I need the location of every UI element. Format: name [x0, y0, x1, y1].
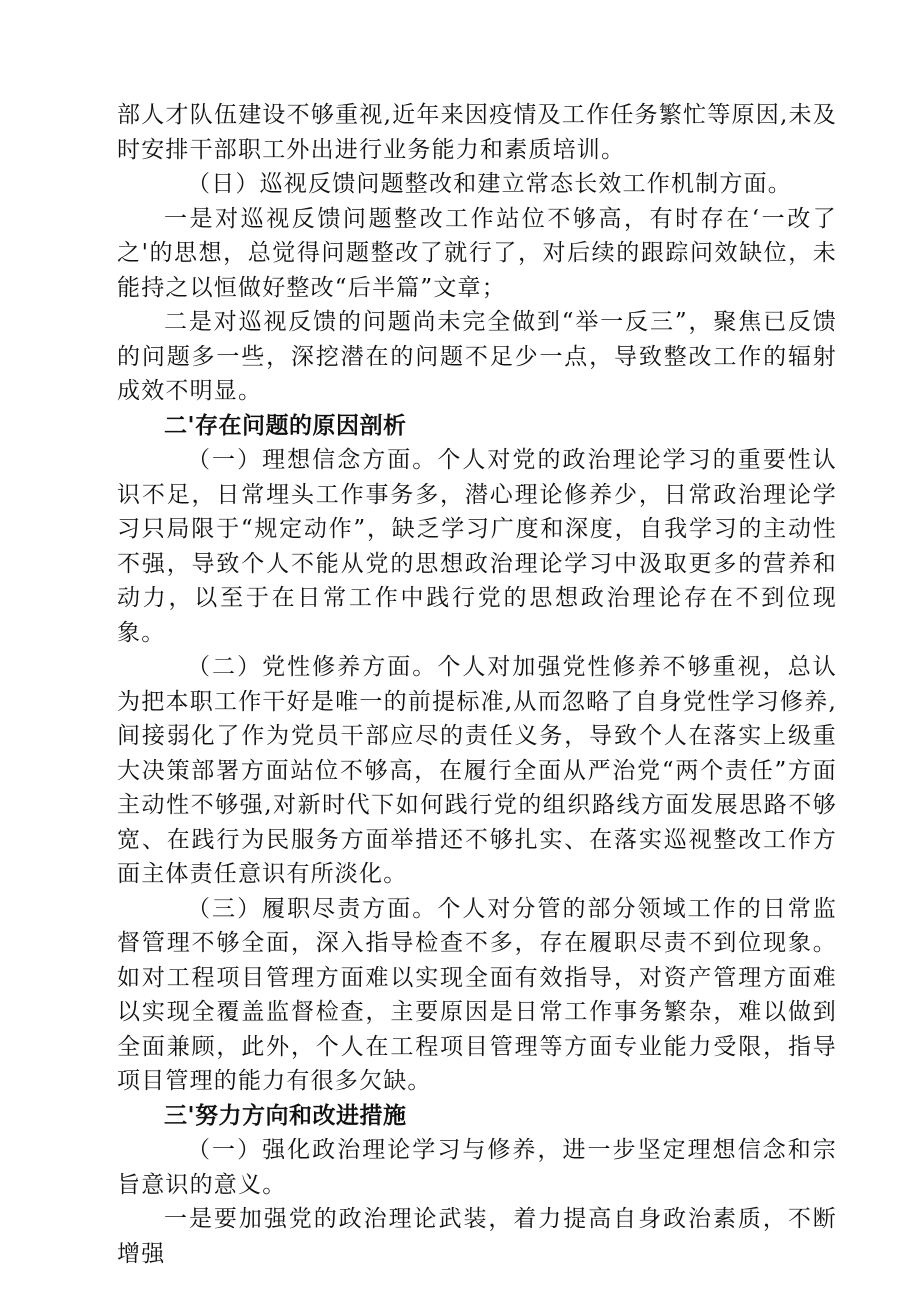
paragraph-section-inspection: （日）巡视反馈问题整改和建立常态长效工作机制方面。 [187, 171, 792, 197]
paragraph-ideals-beliefs: （一）理想信念方面。个人对党的政治理论学习的重要性认识不足，日常埋头工作事务多，潜心理论修养少，日常政治理论学习只局限于“规定动作”，缺乏学习广度和深度，自我学习的主动性不强，导致个人不能从党的思想政治理论学习中汲取更多的营养和动力，以至于在日常工作中践行党的思想政治理论存在不到位现象。 [117, 447, 837, 646]
paragraph-rectification-one: 一是对巡视反馈问题整改工作站位不够高，有时存在‘一改了之'的思想，总觉得问题整改了就行了，对后续的跟踪问效缺位，未能持之以恒做好整改“后半篇”文章； [117, 205, 837, 301]
paragraph-political-study: （一）强化政治理论学习与修养，进一步坚定理想信念和宗旨意识的意义。 [117, 1137, 837, 1198]
paragraph-duty-performance: （三）履职尽责方面。个人对分管的部分领域工作的日常监督管理不够全面，深入指导检查不多，存在履职尽责不到位现象。如对工程项目管理方面难以实现全面有效指导，对资产管理方面难以实现全覆盖监督检查，主要原因是日常工作事务繁杂，难以做到全面兼顾，此外，个人在工程项目管理等方面专业能力受限，指导项目管理的能力有很多欠缺。 [117, 895, 837, 1094]
paragraph-training: 部人才队伍建设不够重视,近年来因疫情及工作任务繁忙等原因,未及时安排干部职工外出进行业务能力和素质培训。 [117, 102, 837, 163]
heading-improvement-measures: 三'努力方向和改进措施 [164, 1102, 407, 1129]
paragraph-theory-armament: 一是要加强党的政治理论武装，着力提高自身政治素质，不断增强 [117, 1206, 837, 1267]
paragraph-party-cultivation: （二）党性修养方面。个人对加强党性修养不够重视，总认为把本职工作干好是唯一的前提标准,从而忽略了自身党性学习修养,间接弱化了作为党员干部应尽的责任义务，导致个人在落实上级重大决策部署方面站位不够高，在履行全面从严治党“两个责任”方面主动性不够强,对新时代下如何践行党的组织路线方面发展思路不够宽、在践行为民服务方面举措还不够扎实、在落实巡视整改工作方面主体责任意识有所淡化。 [117, 654, 837, 887]
heading-cause-analysis: 二'存在问题的原因剖析 [164, 412, 407, 439]
paragraph-rectification-two: 二是对巡视反馈的问题尚未完全做到“举一反三”，聚焦已反馈的问题多一些，深挖潜在的问题不足少一点，导致整改工作的辐射成效不明显。 [117, 309, 837, 404]
document-body [117, 98, 837, 1271]
